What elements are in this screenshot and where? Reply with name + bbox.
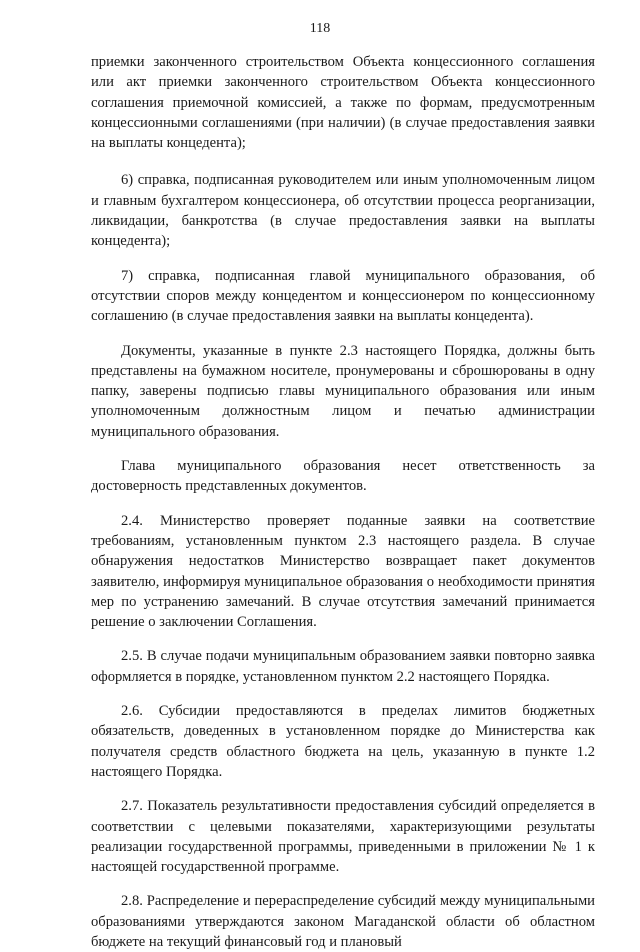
paragraph-2-7: 2.7. Показатель результативности предоставления субсидий определяется в соответствии с целевыми показателями, характеризующими результаты реализации государственной программы, приведенными в приложении № 1 к настоящей государственной программе.	[91, 798, 595, 876]
page-number: 118	[309, 21, 331, 36]
paragraph-2-4: 2.4. Министерство проверяет поданные заявки на соответствие требованиям, установленным пунктом 2.3 настоящего раздела. В случае обнаружения недостатков Министерство возвращает пакет документов заявителю, информируя муниципальное образования о необходимости принятия мер по устранению замечаний. В случае отсутствия замечаний принимается решение о заключении Соглашения.	[91, 512, 595, 631]
paragraph-2-6: 2.6. Субсидии предоставляются в пределах лимитов бюджетных обязательств, доведенных в установленном порядке до Министерства как получателя средств областного бюджета на цель, указанную в пункте 1.2 настоящего Порядка.	[91, 703, 595, 780]
paragraph-documents: Документы, указанные в пункте 2.3 настоящего Порядка, должны быть представлены на бумажном носителе, пронумерованы и сброшюрованы в одну папку, заверены подписью главы муниципального образования или иным уполномоченным должностным лицом и печатью администрации муниципального образования.	[91, 342, 595, 440]
paragraph-item-7: 7) справка, подписанная главой муниципального образования, об отсутствии споров между концедентом и концессионером по концессионному соглашению (в случае предоставления заявки на выплаты концедента).	[91, 267, 595, 325]
paragraph-2-5: 2.5. В случае подачи муниципальным образованием заявки повторно заявка оформляется в порядке, установленном пунктом 2.2 настоящего Порядка.	[91, 648, 595, 685]
document-body	[91, 52, 595, 952]
paragraph-responsibility: Глава муниципального образования несет ответственность за достоверность представленных документов.	[91, 458, 595, 495]
paragraph-item-6: 6) справка, подписанная руководителем или иным уполномоченным лицом и главным бухгалтером концессионера, об отсутствии процесса реорганизации, ликвидации, банкротства (в случае предоставления заявки на выплаты концедента);	[91, 172, 595, 250]
paragraph-2-8: 2.8. Распределение и перераспределение субсидий между муниципальными образованиями утверждаются законом Магаданской области об областном бюджете на текущий финансовый год и плановый	[91, 893, 595, 950]
paragraph-continuation: приемки законченного строительством Объекта концессионного соглашения или акт приемки законченного строительством Объекта концессионного соглашения приемочной комиссией, а также по формам, предусмотренным концессионными соглашениями (при наличии) (в случае предоставления заявки на выплаты концедента);	[91, 54, 595, 152]
